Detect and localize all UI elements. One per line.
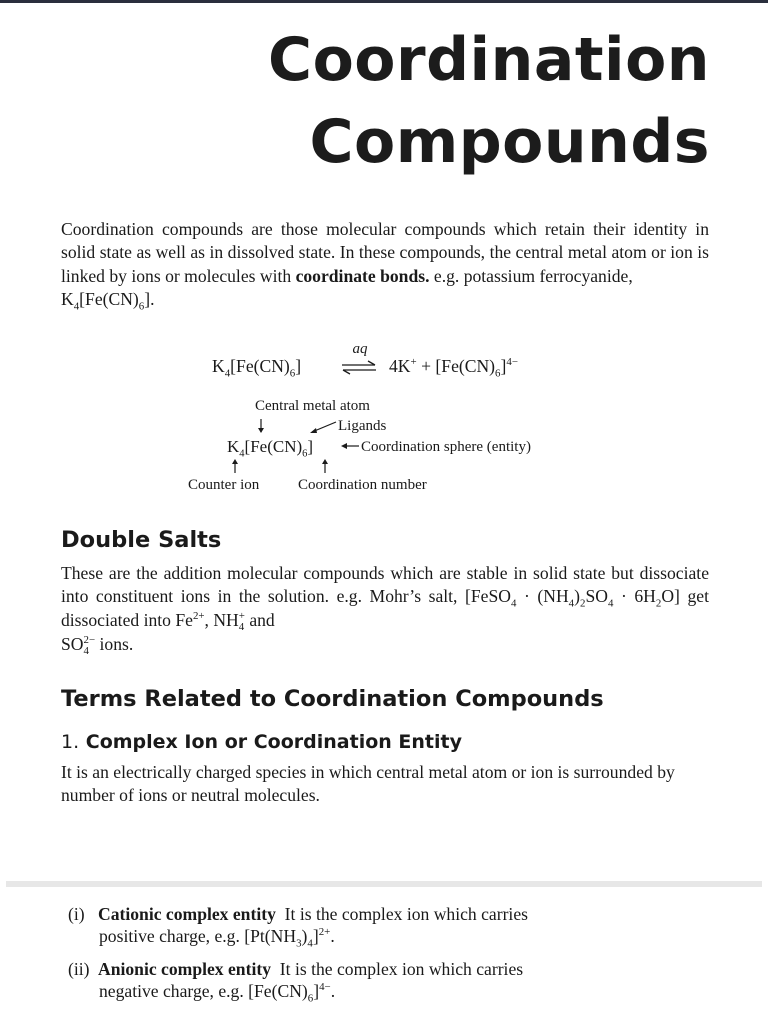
list-item: (ii) Anionic complex entity It is the complex ion which carries negative charge, e.g. $[Fe(CN)_6]^{4-}$.	[68, 959, 524, 1005]
diagram-formula: $K_4[Fe(CN)_6]$	[227, 437, 314, 460]
subheading-complex-ion: 1. Complex Ion or Coordination Entity	[61, 731, 462, 753]
bold-term-coordinate-bonds: coordinate bonds.	[295, 265, 430, 286]
page-title-line1: Coordination	[268, 25, 710, 95]
coordination-diagram	[180, 392, 600, 502]
arrow-up-icon	[320, 458, 330, 474]
equation-condition-aq: aq	[352, 341, 368, 357]
label-coordination-sphere: Coordination sphere (entity)	[361, 439, 531, 455]
arrow-down-icon	[256, 418, 266, 434]
double-salts-paragraph: These are the addition molecular compounds which are stable in solid state but dissociate into constituent ions in the solution. e.g. Mohr’s salt, [FeSO$_4$ · $(NH_4)_2SO_4 \cdot 6H_2O$] get dissociated into $Fe^{2+}$, NH + 4 and SO 2− 4 ions.	[61, 563, 709, 657]
arrow-to-ligands-icon	[308, 420, 338, 434]
label-ligands: Ligands	[338, 418, 387, 434]
intro-paragraph: Coordination compounds are those molecular compounds which retain their identity in solid state as well as in dissolved state. In these compounds, the central metal atom or ion is linked by ions or molecules with coordinate bonds. e.g. potassium ferrocyanide, $K_4[Fe(CN)_6]$.	[61, 219, 709, 313]
label-counter-ion: Counter ion	[188, 477, 260, 493]
heading-double-salts: Double Salts	[61, 527, 222, 553]
equation-rhs: $4K^+ + [Fe(CN)_6]^{4-}$	[389, 356, 518, 380]
list-item: (i) Cationic complex entity It is the complex ion which carries positive charge, e.g. $[Pt(NH_3)_4]^{2+}$.	[68, 904, 528, 950]
arrow-up-icon	[230, 458, 240, 474]
top-edge-bar	[0, 0, 768, 3]
intro-formula: $K_4[Fe(CN)_6]$.	[61, 288, 155, 313]
page-title-line2: Compounds	[309, 107, 710, 177]
arrow-left-icon	[340, 440, 360, 452]
heading-terms: Terms Related to Coordination Compounds	[61, 686, 604, 712]
label-coordination-number: Coordination number	[298, 477, 427, 493]
label-central-metal-atom: Central metal atom	[255, 398, 370, 414]
equilibrium-arrow-icon	[340, 360, 378, 376]
equation-lhs: $K_4[Fe(CN)_6]$	[212, 356, 302, 380]
divider	[6, 881, 762, 887]
complex-ion-paragraph: It is an electrically charged species in which central metal atom or ion is surrounded by number of ions or neutral molecules.	[61, 762, 675, 806]
dissociation-equation	[212, 338, 592, 384]
